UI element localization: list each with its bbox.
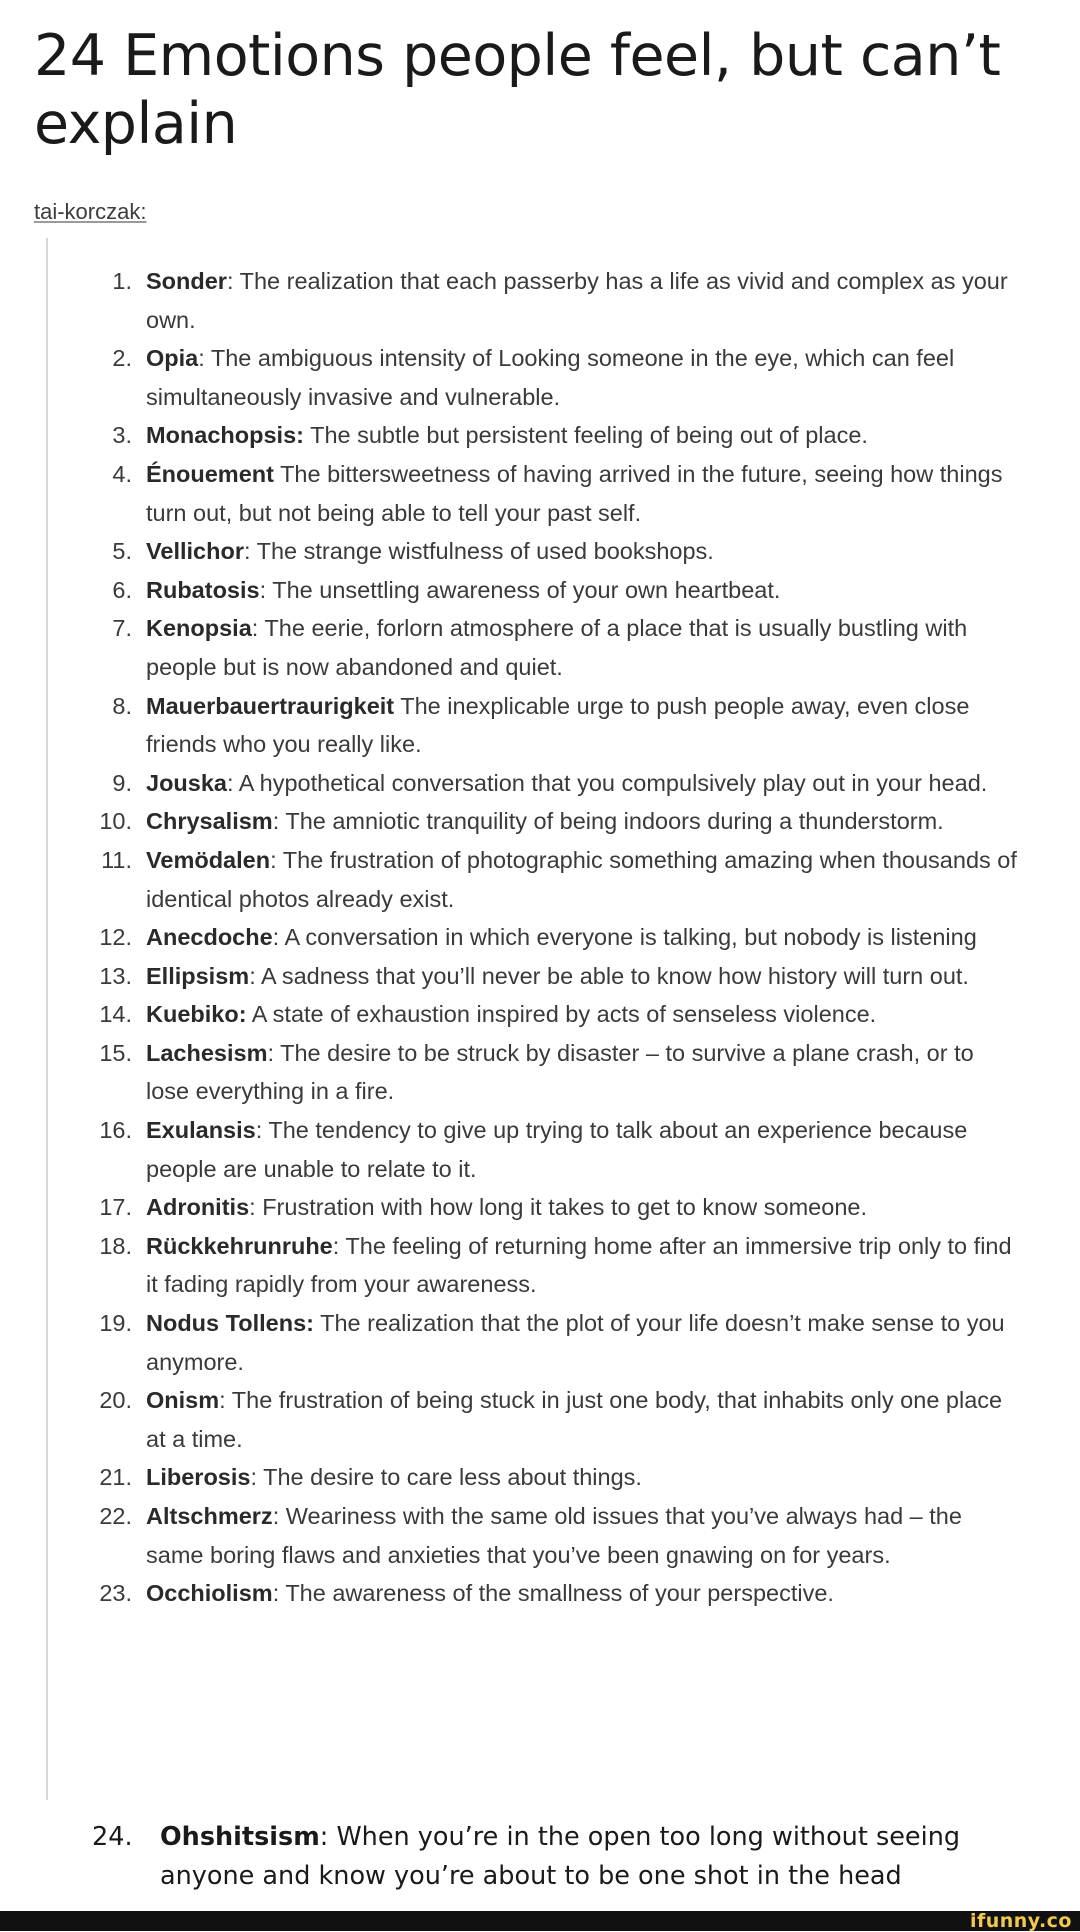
item-definition: The desire to be struck by disaster – to survive a plane crash, or to lose everything in a fire. [146, 1039, 974, 1105]
item-separator: : [249, 962, 261, 989]
item-number: 6. [112, 576, 132, 603]
item-definition: The tendency to give up trying to talk about an experience because people are unable to relate to it. [146, 1117, 968, 1182]
item-number: 5. [112, 538, 132, 565]
item-definition: Frustration with how long it takes to get to know someone. [262, 1194, 867, 1221]
item-number: 11. [101, 846, 132, 873]
list-item [80, 262, 1020, 339]
list-item [80, 416, 1020, 455]
item-separator: : [319, 1822, 337, 1852]
item-term: Ohshitsism [160, 1822, 320, 1852]
item-term: Anecdoche [146, 924, 273, 951]
item-number: 7. [112, 615, 132, 642]
item-term: Monachopsis: [146, 422, 304, 449]
item-term: Occhiolism [146, 1580, 273, 1607]
item-term: Énouement [146, 460, 274, 487]
item-number: 20. [99, 1387, 132, 1414]
item-definition: The bittersweetness of having arrived in the future, seeing how things turn out, but not being able to tell your past self. [146, 460, 1003, 526]
emotions-list [80, 262, 1020, 1613]
item-definition: The frustration of photographic something amazing when thousands of identical photos already exist. [146, 846, 1017, 912]
item-definition: The amniotic tranquility of being indoors during a thunderstorm. [285, 808, 944, 835]
list-item [80, 609, 1020, 686]
item-definition: The subtle but persistent feeling of being out of place. [310, 422, 868, 449]
item-number: 10. [99, 808, 132, 835]
item-term: Rückkehrunruhe [146, 1232, 333, 1259]
list-item [80, 687, 1020, 764]
item-separator: : [250, 1464, 264, 1491]
item-term: Chrysalism [146, 808, 273, 835]
item-number: 14. [99, 1001, 132, 1028]
item-separator: : [272, 1580, 286, 1607]
watermark-logo: ifunny.co [969, 1910, 1072, 1932]
quote-bar [46, 238, 48, 1800]
item-definition: A sadness that you’ll never be able to know how history will turn out. [260, 962, 969, 989]
list-item [80, 802, 1020, 841]
item-number: 17. [99, 1194, 132, 1221]
list-item [80, 1111, 1020, 1188]
list-item [80, 571, 1020, 610]
item-number: 12. [99, 924, 132, 951]
list-item [80, 841, 1020, 918]
list-item [80, 532, 1020, 571]
item-number: 21. [99, 1464, 132, 1491]
item-separator: : [251, 615, 265, 642]
item-number: 24. [92, 1822, 133, 1852]
item-term: Altschmerz [146, 1503, 273, 1529]
item-separator: : [259, 576, 273, 603]
list-item [80, 957, 1020, 996]
item-term: Lachesism [146, 1039, 268, 1066]
item-number: 18. [99, 1232, 132, 1259]
item-term: Ellipsism [146, 962, 250, 989]
list-item [80, 1381, 1020, 1458]
watermark-bar [0, 1911, 1080, 1931]
item-separator: : [219, 1387, 232, 1414]
item-definition: The frustration of being stuck in just one body, that inhabits only one place at a time. [146, 1387, 1003, 1452]
item-separator: : [255, 1117, 269, 1144]
list-item [80, 1034, 1020, 1111]
item-number: 2. [112, 345, 132, 372]
item-term: Sonder [146, 268, 227, 294]
item-term: Adronitis [146, 1194, 250, 1221]
list-item [80, 455, 1020, 532]
item-definition: The realization that each passerby has a life as vivid and complex as your own. [146, 268, 1008, 333]
item-number: 13. [99, 962, 132, 989]
item-number: 16. [99, 1117, 132, 1144]
item-term: Exulansis [146, 1117, 256, 1144]
source-link[interactable]: tai-korczak: [34, 199, 147, 224]
item-separator: : [249, 1194, 263, 1221]
item-definition: A conversation in which everyone is talking, but nobody is listening [284, 924, 977, 951]
item-definition: When you’re in the open too long without seeing anyone and know you’re about to be one shot in the head [160, 1822, 961, 1891]
item-number: 23. [99, 1580, 132, 1607]
list-item [80, 1227, 1020, 1304]
item-definition: Weariness with the same old issues that you’ve always had – the same boring flaws and anxieties that you’ve been gnawing on for years. [146, 1503, 962, 1568]
item-definition: The strange wistfulness of used bookshops. [256, 538, 714, 565]
list-item [80, 1188, 1020, 1227]
item-number: 4. [112, 460, 132, 487]
list-item [80, 1304, 1020, 1381]
item-separator: : [226, 268, 240, 294]
item-term: Nodus Tollens: [146, 1310, 314, 1337]
item-term: Vemödalen [146, 846, 271, 873]
item-number: 3. [112, 422, 132, 449]
item-number: 19. [99, 1310, 132, 1337]
item-term: Mauerbauertraurigkeit [146, 692, 395, 719]
item-definition: The eerie, forlorn atmosphere of a place that is usually bustling with people but is now abandoned and quiet. [146, 615, 968, 680]
item-definition: The feeling of returning home after an immersive trip only to find it fading rapidly from your awareness. [146, 1232, 1012, 1298]
item-term: Jouska [146, 769, 227, 796]
item-separator: : [243, 538, 257, 565]
item-term: Kuebiko: [146, 1001, 247, 1028]
item-term: Liberosis [146, 1464, 251, 1491]
list-item [80, 1458, 1020, 1497]
item-definition: A hypothetical conversation that you compulsively play out in your head. [238, 769, 988, 796]
item-definition: The awareness of the smallness of your perspective. [285, 1580, 834, 1607]
list-item [80, 1574, 1020, 1613]
item-separator: : [267, 1039, 281, 1066]
list-item [80, 918, 1020, 957]
list-item [80, 995, 1020, 1034]
page-title: 24 Emotions people feel, but can’t explain [34, 23, 1001, 157]
item-number: 1. [112, 268, 132, 294]
item-definition: The ambiguous intensity of Looking someone in the eye, which can feel simultaneously invasive and vulnerable. [146, 345, 955, 410]
item-number: 22. [99, 1503, 132, 1529]
item-number: 9. [112, 769, 132, 796]
item-separator: : [272, 1503, 286, 1529]
list-item-24 [92, 1818, 1062, 1896]
item-separator: : [272, 808, 286, 835]
list-item [80, 1497, 1020, 1574]
item-separator: : [272, 924, 285, 951]
item-term: Opia [146, 345, 199, 372]
item-definition: A state of exhaustion inspired by acts of senseless violence. [251, 1001, 877, 1028]
item-term: Vellichor [146, 538, 244, 565]
item-term: Onism [146, 1387, 220, 1414]
list-item [80, 764, 1020, 803]
item-number: 15. [99, 1039, 132, 1066]
item-separator: : [270, 846, 283, 873]
item-definition: The inexplicable urge to push people away, even close friends who you really like. [146, 692, 970, 758]
item-separator: : [332, 1232, 346, 1259]
list-item [80, 339, 1020, 416]
item-definition: The desire to care less about things. [263, 1464, 642, 1491]
item-term: Kenopsia [146, 615, 252, 642]
item-number: 8. [112, 692, 132, 719]
item-separator: : [198, 345, 211, 372]
item-definition: The unsettling awareness of your own heartbeat. [272, 576, 781, 603]
item-body [160, 1818, 1062, 1896]
item-term: Rubatosis [146, 576, 260, 603]
item-separator: : [227, 769, 239, 796]
item-definition: The realization that the plot of your life doesn’t make sense to you anymore. [146, 1310, 1005, 1375]
